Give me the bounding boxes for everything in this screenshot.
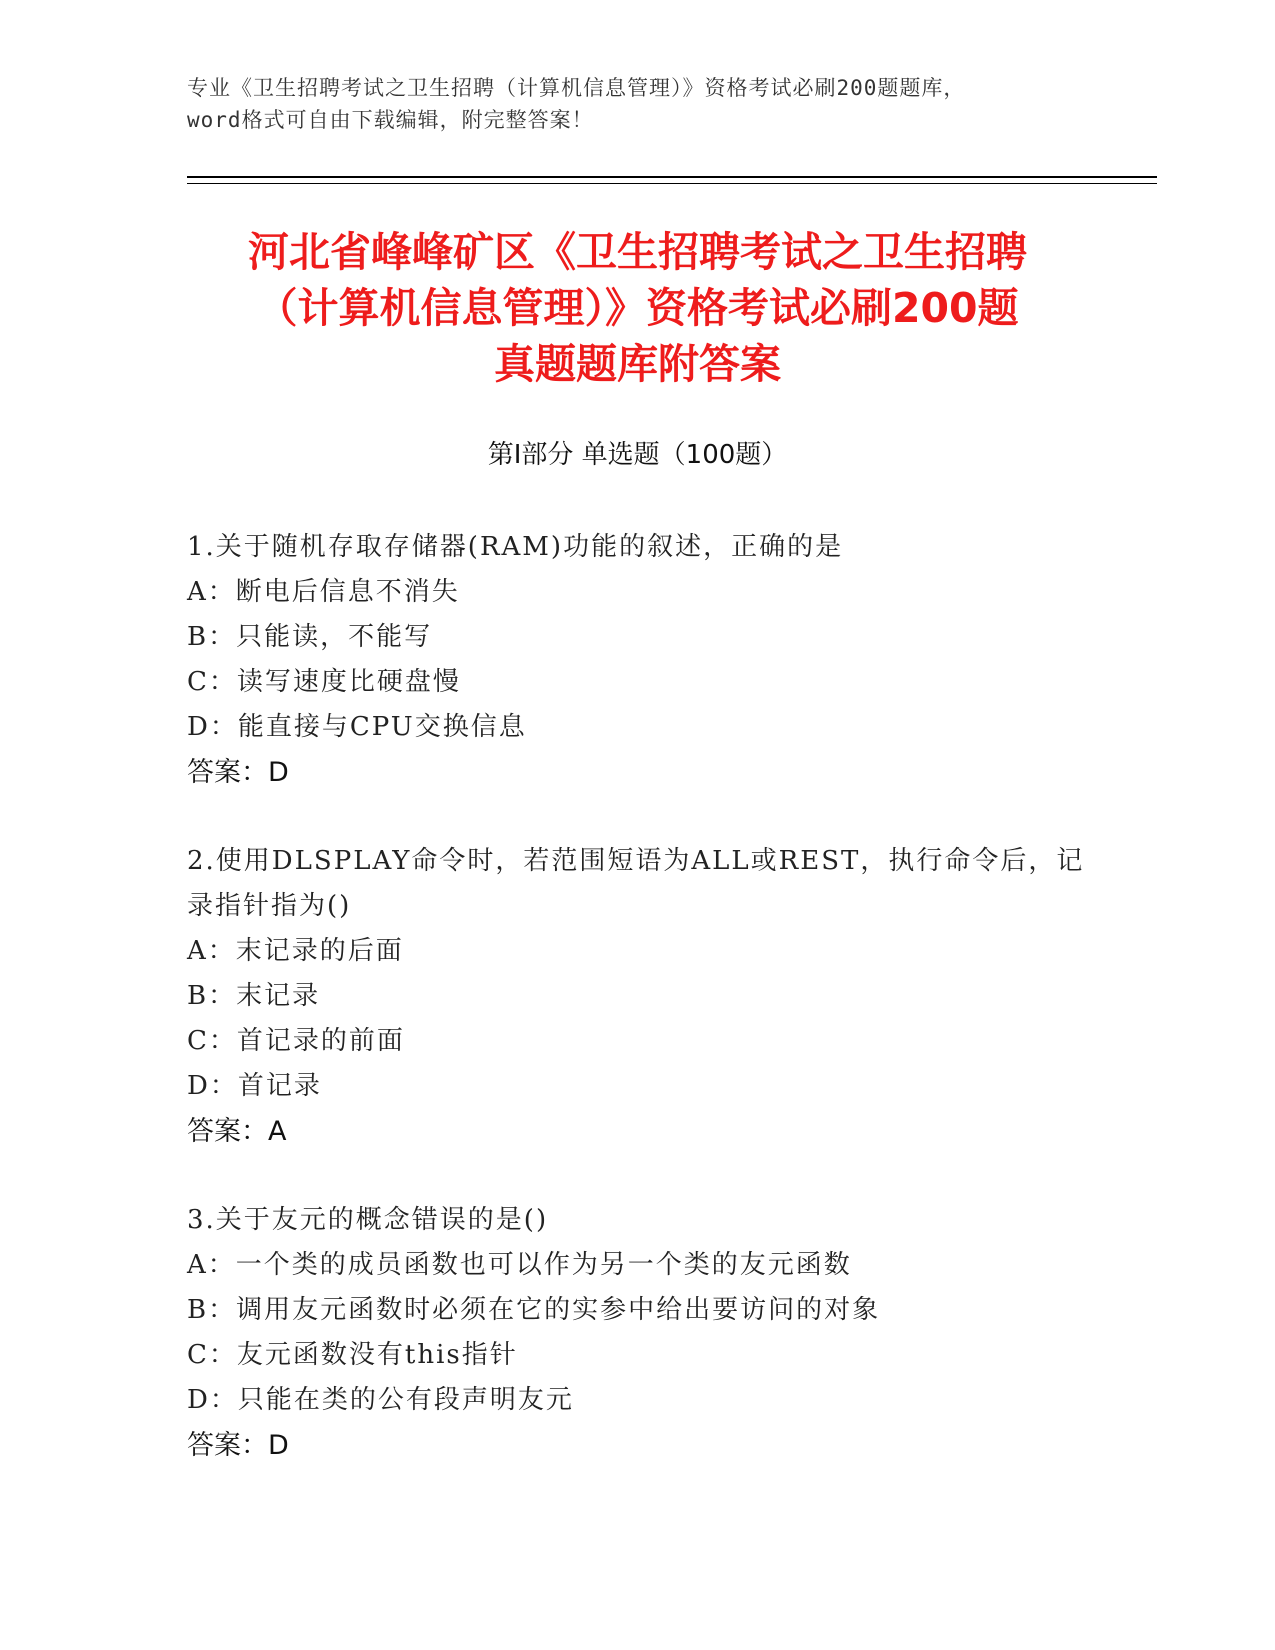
question-stem: 1.关于随机存取存储器(RAM)功能的叙述，正确的是 xyxy=(187,532,844,562)
option-b: B：调用友元函数时必须在它的实参中给出要访问的对象 xyxy=(187,1295,881,1325)
title-line-3: 真题题库附答案 xyxy=(494,340,781,388)
question-stem: 3.关于友元的概念错误的是() xyxy=(187,1205,549,1235)
option-a: A：一个类的成员函数也可以作为另一个类的友元函数 xyxy=(187,1250,852,1280)
header-rule-thin xyxy=(187,183,1157,184)
option-a: A：末记录的后面 xyxy=(187,936,404,966)
option-a: A：断电后信息不消失 xyxy=(187,577,460,607)
option-d: D：首记录 xyxy=(187,1071,322,1101)
question-2 xyxy=(187,839,1087,1154)
answer: 答案：D xyxy=(187,757,289,788)
option-c: C：读写速度比硬盘慢 xyxy=(187,667,461,697)
answer: 答案：A xyxy=(187,1116,287,1147)
question-3 xyxy=(187,1198,1087,1468)
header-note xyxy=(187,72,1087,136)
header-note-line-2: word格式可自由下载编辑，附完整答案！ xyxy=(187,108,594,132)
option-c: C：首记录的前面 xyxy=(187,1026,405,1056)
header-rule-thick xyxy=(187,176,1157,178)
question-stem: 2.使用DLSPLAY命令时，若范围短语为ALL或REST，执行命令后，记录指针指为() xyxy=(187,846,1085,921)
option-c: C：友元函数没有this指针 xyxy=(187,1340,518,1370)
option-b: B：只能读，不能写 xyxy=(187,622,433,652)
document-title xyxy=(170,224,1105,392)
option-d: D：只能在类的公有段声明友元 xyxy=(187,1385,574,1415)
section-heading: 第Ⅰ部分 单选题（100题） xyxy=(487,440,788,470)
header-note-line-1: 专业《卫生招聘考试之卫生招聘（计算机信息管理）》资格考试必刷200题题库， xyxy=(187,76,966,100)
option-d: D：能直接与CPU交换信息 xyxy=(187,712,527,742)
answer: 答案：D xyxy=(187,1430,289,1461)
question-1 xyxy=(187,525,1087,795)
question-list xyxy=(187,525,1087,1512)
title-line-2: （计算机信息管理）》资格考试必刷200题 xyxy=(256,284,1019,332)
title-line-1: 河北省峰峰矿区《卫生招聘考试之卫生招聘 xyxy=(248,228,1027,276)
option-b: B：末记录 xyxy=(187,981,321,1011)
